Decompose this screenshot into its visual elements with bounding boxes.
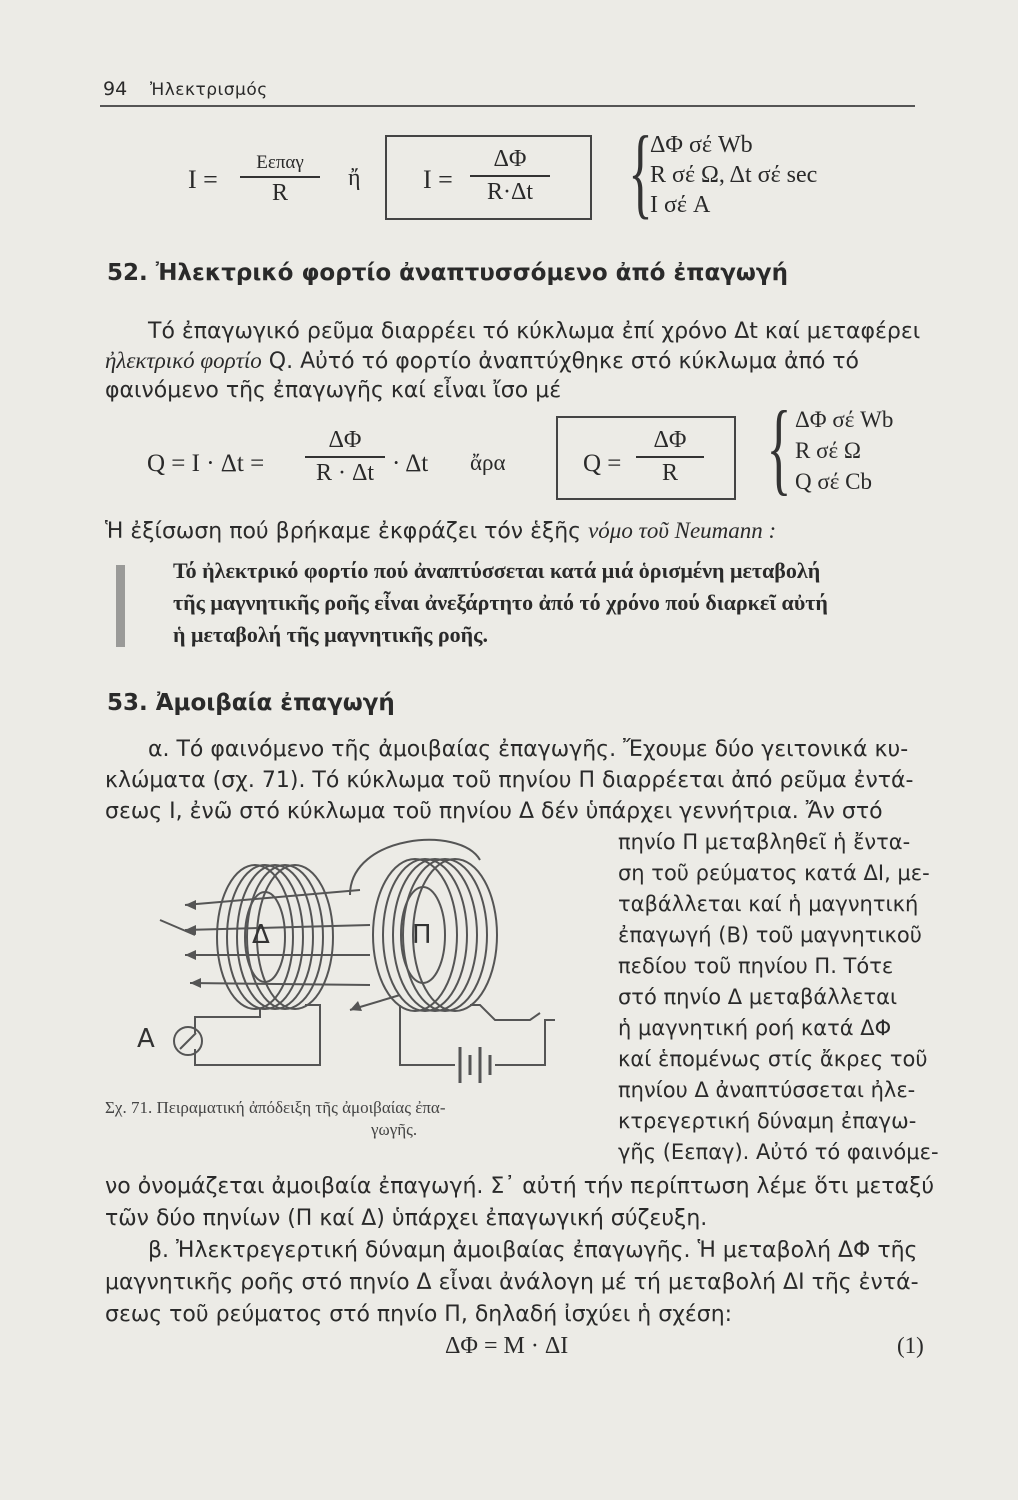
eq-q-bar	[305, 456, 385, 458]
side-line: ση τοῦ ρεύματος κατά ΔΙ, με-	[618, 861, 930, 885]
wire	[400, 1005, 455, 1065]
eq-q-box-bar	[636, 456, 704, 458]
ammeter-label: A	[137, 1024, 155, 1054]
law-intro-text: Ἡ ἐξίσωση πού βρήκαμε ἐκφράζει τόν ἑξῆς	[105, 519, 589, 544]
frac1-numerator: Eεπαγ	[256, 152, 304, 173]
paragraph-line: μαγνητικῆς ροῆς στό πηνίο Δ εἶναι ἀνάλογη μέ τή μεταβολή ΔΙ τῆς ἐντά-	[105, 1270, 919, 1295]
neumann-law-statement	[173, 555, 828, 651]
formula-top-units	[650, 130, 817, 220]
law-line: τῆς μαγνητικῆς ροῆς εἶναι ἀνεξάρτητο ἀπό τό χρόνο πού διαρκεῖ αὐτή	[173, 590, 828, 615]
units-brace-top: {	[628, 116, 653, 229]
eq-q-frac	[305, 427, 385, 487]
formula-top-boxed-lhs: I =	[423, 165, 453, 194]
caption-line: Σχ. 71. Πειραματική ἀπόδειξη τῆς ἀμοιβαίας ἐπα-	[105, 1098, 446, 1117]
eq-q-tail: · Δt	[392, 450, 429, 477]
running-title: Ἠλεκτρισμός	[150, 80, 268, 100]
side-line: πηνίου Δ ἀναπτύσσεται ἠλε-	[618, 1078, 916, 1102]
term-electric-charge: ἠλεκτρικό φορτίο	[105, 348, 262, 373]
caption-line: γωγῆς.	[371, 1120, 418, 1139]
unit-line: I σέ A	[650, 192, 711, 218]
side-line: καί ἑπομένως στίς ἄκρες τοῦ	[618, 1047, 928, 1071]
formula-top-lhs: I =	[188, 165, 218, 194]
paragraph-line: νο ὀνομάζεται ἀμοιβαία ἐπαγωγή. Σ᾽ αὐτή τήν περίπτωση λέμε ὅτι μεταξύ	[105, 1174, 935, 1199]
paragraph-line: σεως I, ἐνῶ στό κύκλωμα τοῦ πηνίου Δ δέν ὑπάρχει γεννήτρια. Ἄν στό	[105, 799, 883, 824]
eq-q-box-lhs: Q =	[583, 450, 622, 477]
frac1-denominator: R	[271, 180, 288, 206]
unit-line: ΔΦ σέ Wb	[650, 132, 753, 158]
wire	[195, 1009, 260, 1033]
unit-line: Q σέ Cb	[795, 469, 873, 494]
paragraph-line: α. Τό φαινόμενο τῆς ἀμοιβαίας ἐπαγωγῆς. Ἔχουμε δύο γειτονικά κυ-	[148, 737, 909, 762]
section-53-continued	[105, 1171, 934, 1331]
section-53-heading: 53. Ἀμοιβαία ἐπαγωγή	[107, 690, 395, 716]
units-brace-q: {	[766, 390, 792, 505]
eq-q-lhs: Q = I · Δt =	[147, 450, 265, 477]
frac2-numerator: ΔΦ	[493, 146, 527, 172]
formula-top-or: ἤ	[348, 165, 361, 191]
page-number: 94	[103, 78, 128, 100]
unit-line: ΔΦ σέ Wb	[795, 407, 894, 432]
ara-word: ἄρα	[470, 450, 506, 475]
header-rule	[100, 105, 915, 107]
equation-number: (1)	[897, 1333, 924, 1358]
law-name: νόμο τοῦ Neumann :	[588, 518, 777, 543]
paragraph-line: σεως τοῦ ρεύματος στό πηνίο Π, δηλαδή ἰσχύει ἡ σχέση:	[105, 1302, 733, 1327]
section-53-intro	[105, 734, 913, 827]
frac2-bar	[470, 175, 550, 177]
side-line: γῆς (Εεπαγ). Αὐτό τό φαινόμε-	[618, 1140, 939, 1164]
paragraph-line: τῶν δύο πηνίων (Π καί Δ) ὑπάρχει ἐπαγωγική σύζευξη.	[105, 1206, 708, 1231]
law-highlight-bar	[116, 565, 125, 647]
coil-d-icon	[217, 865, 333, 1009]
eq-q-box-frac	[636, 427, 704, 487]
frac2-denominator: R·Δt	[486, 179, 534, 205]
side-line: πεδίου τοῦ πηνίου Π. Τότε	[618, 954, 894, 978]
law-line: ἡ μεταβολή τῆς μαγνητικῆς ροῆς.	[173, 622, 488, 647]
law-line: Τό ἠλεκτρικό φορτίο πού ἀναπτύσσεται κατά μιά ὁρισμένη μεταβολή	[173, 558, 821, 583]
eq-q-box-denominator: R	[661, 460, 678, 486]
paragraph-line: φαινόμενο τῆς ἐπαγωγῆς καί εἶναι ἴσο μέ	[105, 378, 562, 403]
coil-d-label: Δ	[252, 920, 270, 950]
side-line: στό πηνίο Δ μεταβάλλεται	[618, 985, 898, 1009]
eq-q-denominator: R · Δt	[315, 460, 375, 486]
eq-q-units	[795, 404, 893, 497]
coil-p-icon	[373, 859, 497, 1011]
mutual-induction-equation: ΔΦ = M · ΔΙ	[445, 1333, 569, 1359]
frac1-bar	[240, 176, 320, 178]
unit-line: R σέ Ω	[795, 438, 861, 463]
side-line: πηνίο Π μεταβληθεῖ ἡ ἔντα-	[618, 830, 911, 854]
mutual-induction-figure	[100, 835, 600, 1105]
unit-line: R σέ Ω, Δt σέ sec	[650, 162, 818, 188]
paragraph-line	[105, 346, 859, 377]
side-line: ἐπαγωγή (Β) τοῦ μαγνητικοῦ	[618, 923, 922, 947]
wire	[195, 1005, 320, 1065]
paragraph-text: Q. Αὐτό τό φορτίο ἀναπτύχθηκε στό κύκλωμα ἀπό τό	[261, 349, 859, 374]
wire	[495, 1020, 555, 1065]
paragraph-line: κλώματα (σχ. 71). Τό κύκλωμα τοῦ πηνίου Π διαρρέεται ἀπό ρεῦμα ἐντά-	[105, 768, 914, 793]
figure-caption	[105, 1097, 446, 1141]
section-52-heading: 52. Ἠλεκτρικό φορτίο ἀναπτυσσόμενο ἀπό ἐπαγωγή	[107, 260, 788, 286]
formula-top-frac2	[470, 146, 550, 206]
formula-top-frac1	[240, 152, 320, 207]
side-column-text	[618, 827, 939, 1168]
eq-q-box-numerator: ΔΦ	[653, 427, 687, 453]
paragraph-line: β. Ἠλεκτρεγερτική δύναμη ἀμοιβαίας ἐπαγωγῆς. Ἡ μεταβολή ΔΦ τῆς	[148, 1238, 918, 1263]
paragraph-line: Τό ἐπαγωγικό ρεῦμα διαρρέει τό κύκλωμα ἐπί χρόνο Δt καί μεταφέρει	[148, 319, 921, 344]
side-line: ἡ μαγνητική ροή κατά ΔΦ	[618, 1016, 892, 1040]
law-intro-line	[105, 516, 776, 547]
side-line: ταβάλλεται καί ἡ μαγνητική	[618, 892, 919, 916]
eq-q-numerator: ΔΦ	[328, 427, 362, 453]
switch-icon	[470, 1005, 540, 1020]
side-line: κτρεγερτική δύναμη ἐπαγω-	[618, 1109, 917, 1133]
coil-p-label: Π	[412, 920, 432, 950]
